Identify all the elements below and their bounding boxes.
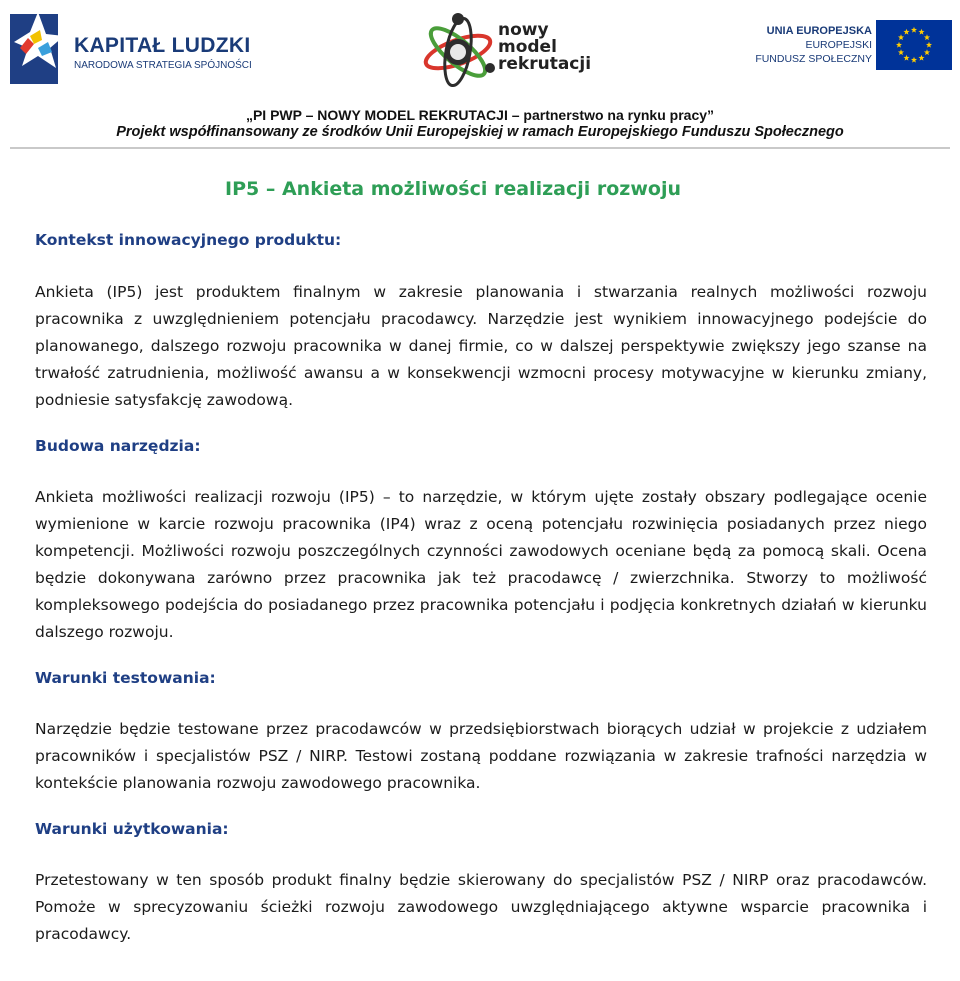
section-label-structure: Budowa narzędzia:	[35, 437, 201, 455]
eu-line-1: UNIA EUROPEJSKA	[766, 25, 872, 37]
eu-flag-icon	[876, 20, 952, 70]
document-body	[35, 170, 927, 948]
eu-logo	[755, 18, 956, 78]
page-header	[0, 0, 960, 150]
project-subtitle: Projekt współfinansowany ze środków Unii Europejskiej w ramach Europejskiego Funduszu Społecznego	[116, 124, 844, 140]
eu-line-2: EUROPEJSKI	[805, 39, 872, 51]
header-divider	[10, 147, 950, 149]
project-title: „PI PWP – NOWY MODEL REKRUTACJI – partnerstwo na rynku pracy”	[245, 107, 715, 123]
kapital-ludzki-logo	[8, 8, 258, 88]
section-label-context: Kontekst innowacyjnego produktu:	[35, 231, 342, 249]
document-title: IP5 – Ankieta możliwości realizacji rozwoju	[225, 178, 681, 200]
section-text-context: Ankieta (IP5) jest produktem finalnym w zakresie planowania i stwarzania realnych możliwości rozwoju pracownika z uwzględnieniem potencjału pracodawcy. Narzędzie jest wynikiem innowacyjnego podejście do planowanego, dalszego rozwoju pracownika w danej firmie, co w dalszej perspektywie zwiększy jego szanse na trwałość zatrudnienia, możliwość awansu a w konsekwencji wzmocni procesy motywacyjne w kierunku zmiany, podniesie satysfakcję zawodową.	[35, 283, 927, 409]
kapital-ludzki-name: KAPITAŁ LUDZKI	[74, 34, 251, 57]
nowy-model-rekrutacji-text	[498, 22, 591, 73]
section-text-usage: Przetestowany w ten sposób produkt finalny będzie skierowany do specjalistów PSZ / NIRP oraz pracodawców. Pomoże w sprecyzowaniu ścieżki rozwoju zawodowego uwzględniającego aktywne wsparcie pracownika i pracodawcy.	[35, 871, 927, 943]
kapital-ludzki-star-icon	[8, 8, 70, 88]
nmr-line-3: rekrutacji	[498, 54, 592, 74]
section-text-testing: Narzędzie będzie testowane przez pracodawców w przedsiębiorstwach biorących udział w projekcie z udziałem pracowników i specjalistów PSZ / NIRP. Testowi zostaną poddane rozwiązania w zakresie trafności narzędzia w kontekście planowania rozwoju zawodowego pracownika.	[35, 720, 927, 792]
section-label-testing: Warunki testowania:	[35, 669, 216, 687]
section-text-structure: Ankieta możliwości realizacji rozwoju (IP5) – to narzędzie, w którym ujęte zostały obszary podlegające ocenie wymienione w karcie rozwoju pracownika (IP4) wraz z oceną potencjału rozwinięcia posiadanych przez niego kompetencji. Możliwości rozwoju poszczególnych czynności zawodowych oceniane będą za pomocą skali. Ocena będzie dokonywana zarówno przez pracownika jak też pracodawcę / zwierzchnika. Stworzy to możliwość kompleksowego podejścia do posiadanego przez pracownika potencjału i podjęcia konkretnych działań w kierunku dalszego rozwoju.	[35, 488, 927, 641]
eu-logo-text	[755, 24, 872, 66]
kapital-ludzki-subtitle: NARODOWA STRATEGIA SPÓJNOŚCI	[74, 60, 252, 71]
nowy-model-rekrutacji-logo	[420, 10, 595, 90]
section-label-usage: Warunki użytkowania:	[35, 820, 229, 838]
eu-line-3: FUNDUSZ SPOŁECZNY	[755, 53, 872, 65]
nmr-line-2: model	[498, 37, 557, 57]
atom-icon	[420, 10, 500, 90]
nmr-line-1: nowy	[498, 20, 549, 40]
